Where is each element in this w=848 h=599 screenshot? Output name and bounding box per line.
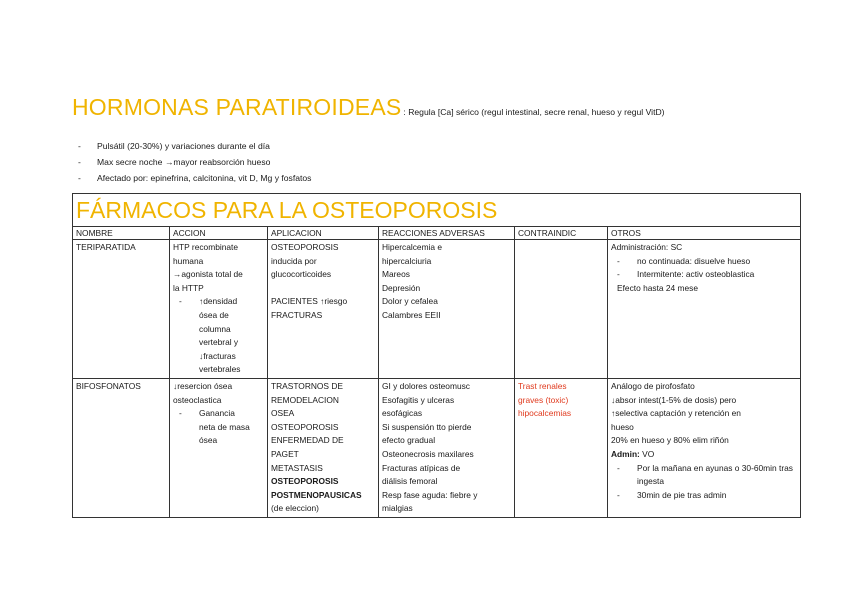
column-header-reacciones: REACCIONES ADVERSAS [379, 227, 515, 240]
column-header-accion: ACCION [170, 227, 268, 240]
column-header-contraindic: CONTRAINDIC [515, 227, 608, 240]
intro-bullet-list [78, 138, 311, 186]
title-main: HORMONAS PARATIROIDEAS [72, 94, 402, 120]
cell-contraindic [515, 240, 608, 379]
title-subtitle: : Regula [Ca] sérico (regul intestinal, secre renal, hueso y regul VitD) [403, 107, 665, 117]
drug-table [72, 193, 801, 518]
column-header-nombre: NOMBRE [73, 227, 170, 240]
table-row [73, 378, 801, 517]
cell-nombre: BIFOSFONATOS [73, 378, 170, 517]
cell-nombre: TERIPARATIDA [73, 240, 170, 379]
table-row [73, 240, 801, 379]
cell-accion: ↓resercion ósea osteoclastica - Ganancia neta de masa ósea [170, 378, 268, 517]
cell-contraindic: Trast renales graves (toxic) hipocalcemias [515, 378, 608, 517]
cell-otros: Administración: SC - no continuada: disuelve hueso - Intermitente: activ osteoblastica Efecto hasta 24 mese [608, 240, 801, 379]
list-item: - Pulsátil (20-30%) y variaciones durante el día [78, 141, 270, 151]
column-header-aplicacion: APLICACION [268, 227, 379, 240]
cell-otros: Análogo de pirofosfato ↓absor intest(1-5% de dosis) pero ↑selectiva captación y retención en hueso 20% en hueso y 80% elim riñón Admin: VO - Por la mañana en ayunas o 30-60min tras ingesta - 30min de pie tras admin [608, 378, 801, 517]
table-title-row [73, 194, 801, 227]
cell-reacciones: Hipercalcemia e hipercalciuria Mareos Depresión Dolor y cefalea Calambres EEII [379, 240, 515, 379]
table-header-row [73, 227, 801, 240]
cell-reacciones: GI y dolores osteomusc Esofagitis y ulceras esofágicas Si suspensión tto pierde efecto gradual Osteonecrosis maxilares Fracturas atípicas de diálisis femoral Resp fase aguda: fiebre y mialgias [379, 378, 515, 517]
column-header-otros: OTROS [608, 227, 801, 240]
table-title: FÁRMACOS PARA LA OSTEOPOROSIS [73, 194, 801, 227]
list-item: - Afectado por: epinefrina, calcitonina, vit D, Mg y fosfatos [78, 173, 312, 183]
list-item: - Max secre noche →mayor reabsorción hueso [78, 157, 271, 167]
cell-aplicacion: TRASTORNOS DE REMODELACION OSEA OSTEOPOROSIS ENFERMEDAD DE PAGET METASTASIS OSTEOPOROSIS POSTMENOPAUSICAS (de eleccion) [268, 378, 379, 517]
page-title [72, 94, 665, 121]
cell-accion: HTP recombinate humana →agonista total de la HTTP - ↑densidad ósea de columna vertebral y ↓fracturas vertebrales [170, 240, 268, 379]
cell-aplicacion: OSTEOPOROSIS inducida por glucocorticoides PACIENTES ↑riesgo FRACTURAS [268, 240, 379, 379]
